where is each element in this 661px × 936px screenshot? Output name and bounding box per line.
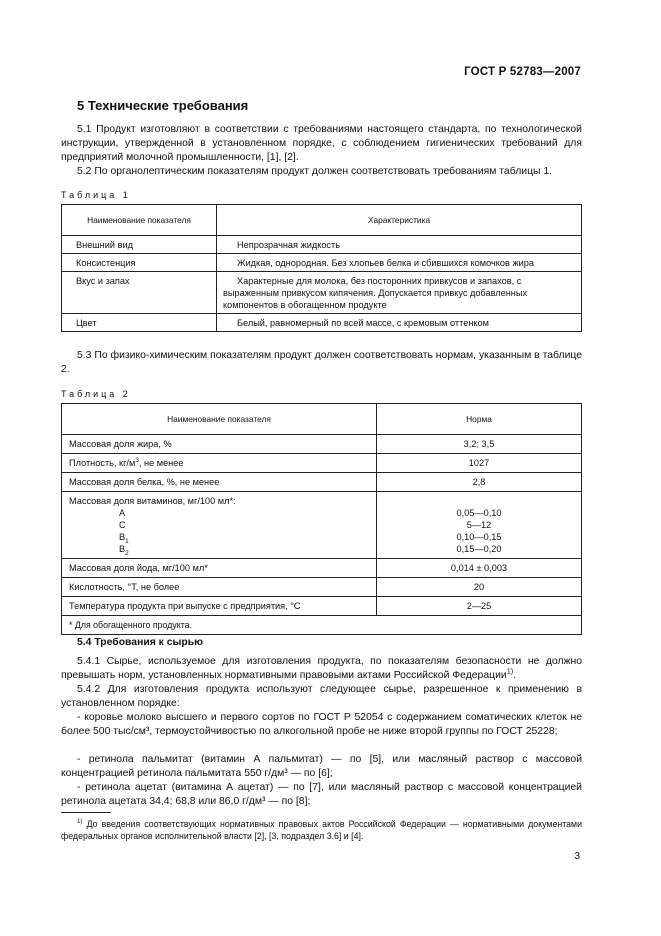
page-number: 3 — [574, 851, 580, 862]
table-cell: Характерные для молока, без посторонних привкусов и запахов, с выраженным привкусом кипячения. Допускается привкус добавленных компонентов в обогащенном продукте — [217, 272, 582, 314]
table-cell: 2,8 — [377, 473, 582, 492]
table-cell: Консистенция — [62, 254, 217, 272]
list-item-text: - ретинола пальмитат (витамин А пальмитат) — по [5], или масляный раствор с массовой концентрацией ретинола пальмитата 550 г/дм³ — по [6]; — [61, 754, 582, 779]
paragraph-5-1 — [61, 123, 582, 165]
list-item — [61, 711, 582, 739]
table-cell: Белый, равномерный по всей массе, с кремовым оттенком — [217, 314, 582, 332]
document-id: ГОСТ Р 52783—2007 — [464, 66, 581, 78]
table-header-cell: Наименование показателя — [62, 205, 217, 236]
list-item — [61, 753, 582, 781]
paragraph-5-3 — [61, 349, 582, 377]
subsection-title: 5.4 Требования к сырью — [77, 637, 204, 648]
table-row — [62, 272, 582, 314]
footnote — [61, 818, 582, 842]
paragraph-5-4-2 — [61, 683, 582, 711]
table-cell: Внешний вид — [62, 236, 217, 254]
table-header-row — [62, 205, 582, 236]
table-cell: Массовая доля жира, % — [62, 435, 377, 454]
footnote-text: До введения соответствующих нормативных правовых актов Российской Федерации — нормативными документами федеральных органов исполнительной власти [2], [3, подраздел 3.6] и [4]. — [61, 819, 582, 841]
table-cell: Цвет — [62, 314, 217, 332]
table-cell: Массовая доля йода, мг/100 мл* — [62, 559, 377, 578]
table-row — [62, 492, 582, 559]
footnote-mark: 1) — [77, 818, 83, 826]
vitamin-b2-label — [69, 543, 370, 555]
paragraph-5-4-1 — [61, 655, 582, 683]
paragraph-5-3-text: 5.3 По физико-химическим показателям продукт должен соответствовать нормам, указанным в таблице 2. — [61, 350, 582, 375]
table-cell: 2—25 — [377, 597, 582, 616]
table-cell: 0,014 ± 0,003 — [377, 559, 582, 578]
vitamin-b2-value: 0,15—0,20 — [456, 544, 502, 554]
table-row — [62, 236, 582, 254]
table-cell: Массовая доля белка, %, не менее — [62, 473, 377, 492]
table-header-cell: Характеристика — [217, 205, 582, 236]
table-cell: Вкус и запах — [62, 272, 217, 314]
paragraph-5-4-1-text: 5.4.1 Сырье, используемое для изготовления продукта, по показателям безопасности не должно превышать норм, установленных нормативными правовыми актами Российской Федерации — [61, 656, 582, 681]
vitamin-b2-index: 2 — [125, 549, 129, 557]
vitamin-a-label: А — [119, 508, 126, 518]
table-row — [62, 254, 582, 272]
list-item-text: - ретинола ацетат (витамина А ацетат) — по [7], или масляный раствор с массовой концентрацией ретинола ацетата 34,4; 68,8 или 86,0 г/дм³ — по [8]; — [61, 782, 582, 807]
table-cell: Жидкая, однородная. Без хлопьев белка и сбившихся комочков жира — [217, 254, 582, 272]
table-row — [62, 597, 582, 616]
table-cell — [377, 492, 582, 559]
table-row — [62, 435, 582, 454]
density-label: Плотность, кг/м — [69, 458, 136, 468]
vitamin-b2-letter: В — [119, 544, 126, 554]
section-title: 5 Технические требования — [77, 98, 249, 113]
table-cell — [62, 492, 377, 559]
table-row — [62, 559, 582, 578]
table-cell: 3,2; 3,5 — [377, 435, 582, 454]
vitamin-c-label: С — [119, 520, 126, 530]
table-note-row — [62, 616, 582, 635]
table-header-cell: Норма — [377, 404, 582, 435]
table-row — [62, 473, 582, 492]
vitamins-label: Массовая доля витаминов, мг/100 мл*: — [69, 496, 236, 506]
table-2-label: Таблица 2 — [61, 389, 131, 399]
paragraph-5-2-text: 5.2 По органолептическим показателям продукт должен соответствовать требованиям таблицы 1. — [77, 166, 553, 177]
vitamin-b1-label — [69, 531, 370, 543]
footnote-ref: 1) — [506, 666, 514, 676]
vitamin-b1-letter: В — [119, 532, 126, 542]
table-cell: Кислотность, °Т, не более — [62, 578, 377, 597]
table-row — [62, 314, 582, 332]
density-label-tail: , не менее — [138, 458, 184, 468]
table-row — [62, 578, 582, 597]
paragraph-5-4-2-text: 5.4.2 Для изготовления продукта используют следующее сырье, разрешенное к применению в установленном порядке: — [61, 684, 582, 709]
vitamin-b1-value: 0,10—0,15 — [456, 532, 502, 542]
paragraph-5-2 — [61, 165, 582, 179]
density-exponent: 3 — [135, 456, 139, 464]
table-cell: 1027 — [377, 454, 582, 473]
paragraph-5-4-1-end: . — [513, 670, 517, 681]
paragraph-5-1-text: 5.1 Продукт изготовляют в соответствии с требованиями настоящего стандарта, по технологической инструкции, утвержденной в установленном порядке, с соблюдением гигиенических требований для предприятий молочной промышленности, [1], [2]. — [61, 124, 582, 163]
vitamin-c-value: 5—12 — [466, 520, 492, 530]
list-item-text: - коровье молоко высшего и первого сортов по ГОСТ Р 52054 с содержанием соматических клеток не более 500 тыс/см³, термоустойчивостью по алкогольной пробе не ниже второй группы по ГОСТ 25228; — [61, 712, 582, 737]
vitamin-b1-index: 1 — [125, 537, 129, 545]
list-item — [61, 781, 582, 809]
table-header-row — [62, 404, 582, 435]
footnote-divider — [61, 812, 111, 813]
table-2 — [61, 403, 582, 635]
table-1 — [61, 204, 582, 332]
table-header-cell: Наименование показателя — [62, 404, 377, 435]
vitamin-a-value: 0,05—0,10 — [456, 508, 502, 518]
table-cell: 20 — [377, 578, 582, 597]
table-row — [62, 454, 582, 473]
table-note: * Для обогащенного продукта. — [62, 616, 582, 635]
table-1-label: Таблица 1 — [61, 190, 131, 200]
table-cell: Непрозрачная жидкость — [217, 236, 582, 254]
table-cell: Температура продукта при выпуске с предприятия, °С — [62, 597, 377, 616]
table-cell — [62, 454, 377, 473]
